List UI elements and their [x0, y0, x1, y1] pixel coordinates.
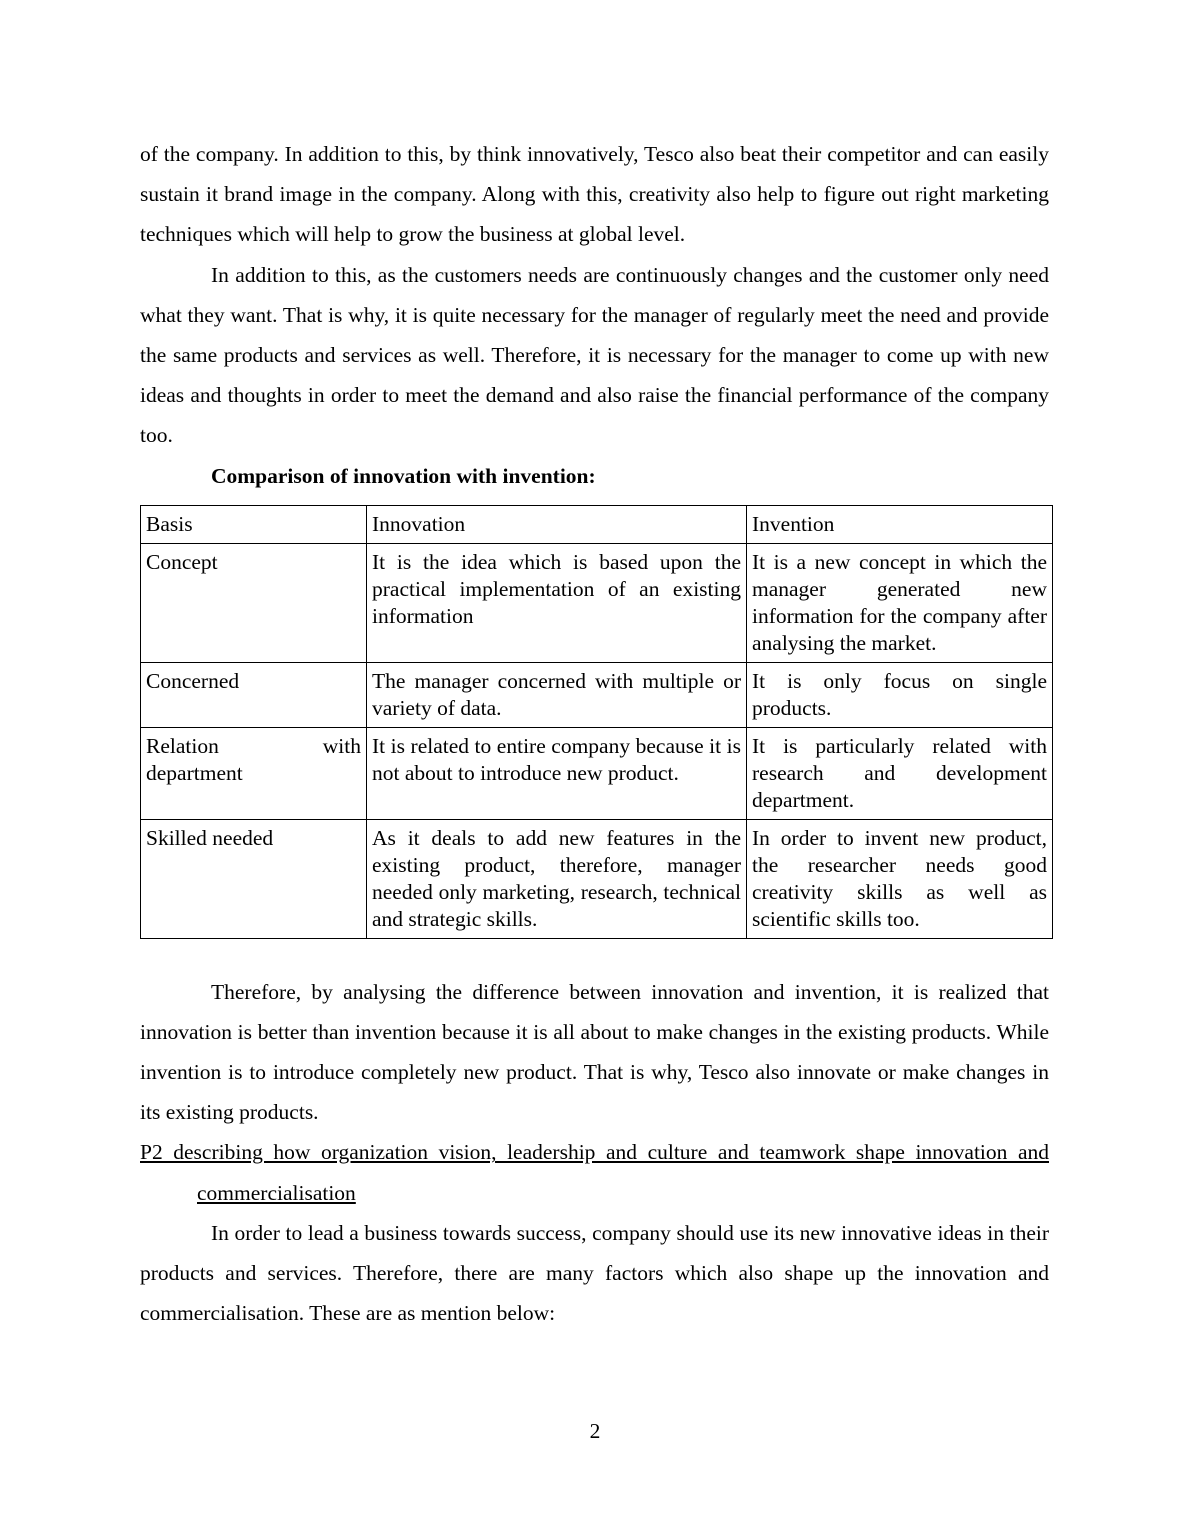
comparison-table [140, 505, 1053, 939]
table-cell: It is particularly related with research and development department. [747, 727, 1053, 819]
table-cell: Concept [141, 543, 367, 662]
table-cell: As it deals to add new features in the existing product, therefore, manager needed only marketing, research, technical and strategic skills. [367, 819, 747, 938]
page-number: 2 [589, 1419, 601, 1443]
paragraph-analysis: Therefore, by analysing the difference between innovation and invention, it is realized that innovation is better than invention because it is all about to make changes in the existing products. While invention is to introduce completely new product. That is why, Tesco also innovate or make changes in its existing products. [140, 979, 1049, 1125]
table-row [141, 543, 1053, 662]
document-page [140, 134, 1049, 1333]
table-row [141, 662, 1053, 727]
table-cell: In order to invent new product, the researcher needs good creativity skills as well as scientific skills too. [747, 819, 1053, 938]
table-cell: Skilled needed [141, 819, 367, 938]
table-header-cell: Invention [747, 505, 1053, 543]
table-header-row [141, 505, 1053, 543]
table-header-cell: Basis [141, 505, 367, 543]
table-cell: It is related to entire company because it is not about to introduce new product. [367, 727, 747, 819]
paragraph-customer-needs: In addition to this, as the customers needs are continuously changes and the customer only need what they want. That is why, it is quite necessary for the manager of regularly meet the need and provide the same products and services as well. Therefore, it is necessary for the manager to come up with new ideas and thoughts in order to meet the demand and also raise the financial performance of the company too. [140, 262, 1049, 448]
table-cell: It is the idea which is based upon the practical implementation of an existing information [367, 543, 747, 662]
table-row [141, 727, 1053, 819]
table-row [141, 819, 1053, 938]
table-caption: Comparison of innovation with invention: [211, 463, 596, 488]
paragraph-intro-continuation: of the company. In addition to this, by think innovatively, Tesco also beat their competitor and can easily sustain it brand image in the company. Along with this, creativity also help to figure out right marketing techniques which will help to grow the business at global level. [140, 142, 1049, 247]
table-cell: Concerned [141, 662, 367, 727]
table-cell: Relation with department [141, 727, 367, 819]
section-heading: P2 describing how organization vision, leadership and culture and teamwork shape innovation and commercialisation [140, 1140, 1049, 1205]
table-header-cell: Innovation [367, 505, 747, 543]
table-cell: It is a new concept in which the manager generated new information for the company after analysing the market. [747, 543, 1053, 662]
paragraph-factors: In order to lead a business towards success, company should use its new innovative ideas in their products and services. Therefore, there are many factors which also shape up the innovation and commercialisation. These are as mention below: [140, 1220, 1049, 1326]
table-cell: It is only focus on single products. [747, 662, 1053, 727]
table-cell: The manager concerned with multiple or variety of data. [367, 662, 747, 727]
